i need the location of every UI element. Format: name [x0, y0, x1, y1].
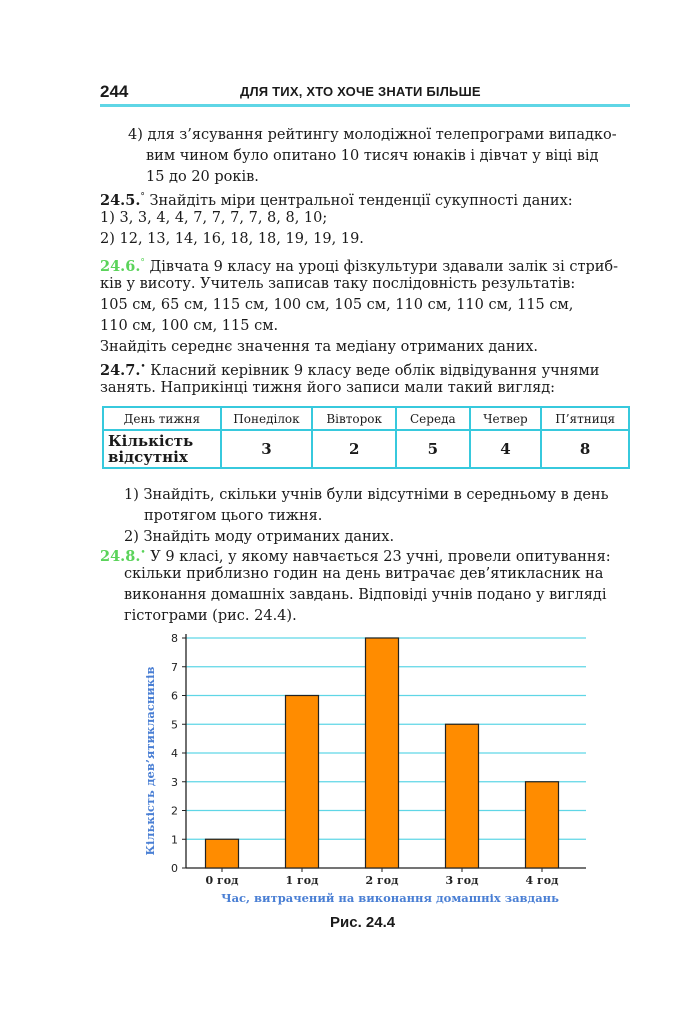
- table-value-cell: 4: [470, 430, 542, 468]
- table-header-cell: День тижня: [103, 407, 221, 430]
- table-day-cell: Вівторок: [312, 407, 396, 430]
- exercise-item: 2) 12, 13, 14, 16, 18, 18, 19, 19, 19.: [100, 231, 364, 247]
- x-tick-label: 4 год: [525, 874, 559, 887]
- y-axis-label: Кількість дев’ятикласників: [143, 666, 157, 856]
- exercise-line: виконання домашніх завдань. Відповіді учнів подано у вигляді: [124, 587, 607, 603]
- exercise-line: ків у висоту. Учитель записав таку послідовність результатів:: [100, 276, 576, 292]
- table-value-cell: 2: [312, 430, 396, 468]
- question-line: 1) Знайдіть, скільки учнів були відсутніми в середньому в день: [124, 487, 609, 503]
- y-tick-label: 1: [171, 833, 178, 847]
- x-tick-label: 0 год: [205, 874, 239, 887]
- x-tick-label: 1 год: [285, 874, 319, 887]
- exercise-number: 24.5.: [100, 191, 141, 209]
- row-label-line: відсутніх: [108, 448, 188, 466]
- exercise-text: Класний керівник 9 класу веде облік відвідування учнями: [150, 362, 600, 379]
- page-number: 244: [100, 82, 129, 101]
- y-tick-label: 7: [171, 660, 178, 674]
- bar: [286, 696, 319, 869]
- bar: [526, 782, 559, 868]
- table-day-cell: Четвер: [470, 407, 542, 430]
- exercise-text: У 9 класі, у якому навчається 23 учні, провели опитування:: [150, 548, 611, 565]
- difficulty-mark: •: [140, 548, 146, 558]
- exercise-24-5-statement: [100, 188, 573, 211]
- exercise-line: Знайдіть середнє значення та медіану отриманих даних.: [100, 339, 539, 355]
- table-row-label: [103, 430, 221, 468]
- table-header-row: [103, 407, 629, 430]
- bar: [206, 839, 239, 868]
- exercise-24-6-statement: [100, 254, 618, 277]
- exercise-24-7: [100, 358, 640, 402]
- y-tick-label: 5: [171, 718, 178, 732]
- question-line: 2) Знайдіть моду отриманих даних.: [124, 529, 395, 545]
- page-header: [100, 82, 630, 106]
- y-tick-label: 2: [171, 804, 178, 818]
- y-tick-label: 4: [171, 747, 178, 760]
- exercise-line: гістограми (рис. 24.4).: [124, 608, 297, 624]
- table-value-cell: 5: [396, 430, 470, 468]
- exercise-number: 24.7.: [100, 361, 141, 379]
- table-value-row: [103, 430, 629, 468]
- difficulty-mark: •: [140, 362, 146, 372]
- row-label-line: Кількість: [108, 432, 194, 450]
- running-title: ДЛЯ ТИХ, ХТО ХОЧЕ ЗНАТИ БІЛЬШЕ: [240, 84, 481, 99]
- table-value-cell: 8: [541, 430, 629, 468]
- exercise-line: 110 см, 100 см, 115 см.: [100, 318, 279, 334]
- table-value-cell: 3: [221, 430, 313, 468]
- y-tick-label: 0: [171, 862, 178, 875]
- bar: [366, 638, 399, 868]
- difficulty-mark: °: [140, 258, 145, 268]
- exercise-number: 24.6.: [100, 257, 141, 275]
- exercise-item: 1) 3, 3, 4, 4, 7, 7, 7, 7, 8, 8, 10;: [100, 210, 328, 226]
- x-axis-label: Час, витрачений на виконання домашніх завдань: [221, 891, 559, 905]
- exercise-number: 24.8.: [100, 547, 141, 565]
- item-4-line: 4) для з’ясування рейтингу молодіжної телепрограми випадко-: [128, 127, 617, 143]
- exercise-24-7-statement: [100, 358, 599, 381]
- table-day-cell: П’ятниця: [541, 407, 629, 430]
- x-tick-label: 3 год: [445, 874, 479, 887]
- exercise-24-6: [100, 254, 640, 364]
- item-4: [128, 126, 638, 186]
- header-rule: [100, 104, 630, 107]
- exercise-line: 105 см, 65 см, 115 см, 100 см, 105 см, 110 см, 110 см, 115 см,: [100, 297, 574, 313]
- exercise-24-7-questions: [124, 486, 640, 550]
- exercise-24-8-statement: [100, 544, 611, 567]
- y-tick-label: 8: [171, 632, 178, 645]
- exercise-text: Знайдіть міри центральної тенденції сукупності даних:: [149, 192, 573, 209]
- figure-caption: Рис. 24.4: [330, 914, 396, 931]
- y-tick-label: 3: [171, 775, 178, 789]
- exercise-line: занять. Наприкінці тижня його записи мали такий вигляд:: [100, 380, 556, 396]
- difficulty-mark: °: [140, 192, 145, 202]
- table-day-cell: Понеділок: [221, 407, 313, 430]
- question-line: протягом цього тижня.: [144, 508, 323, 524]
- exercise-24-8: [100, 544, 640, 628]
- x-tick-label: 2 год: [365, 874, 399, 887]
- histogram-chart: [130, 628, 600, 910]
- exercise-line: скільки приблизно годин на день витрачає дев’ятикласник на: [124, 566, 604, 582]
- exercise-text: Дівчата 9 класу на уроці фізкультури здавали залік зі стриб-: [149, 258, 619, 275]
- attendance-table: [102, 406, 630, 469]
- exercise-24-5: [100, 188, 640, 250]
- y-tick-label: 6: [171, 689, 178, 703]
- bar: [446, 724, 479, 868]
- item-4-line: 15 до 20 років.: [146, 169, 259, 185]
- item-4-line: вим чином було опитано 10 тисяч юнаків і дівчат у віці від: [146, 148, 599, 164]
- table-day-cell: Середа: [396, 407, 470, 430]
